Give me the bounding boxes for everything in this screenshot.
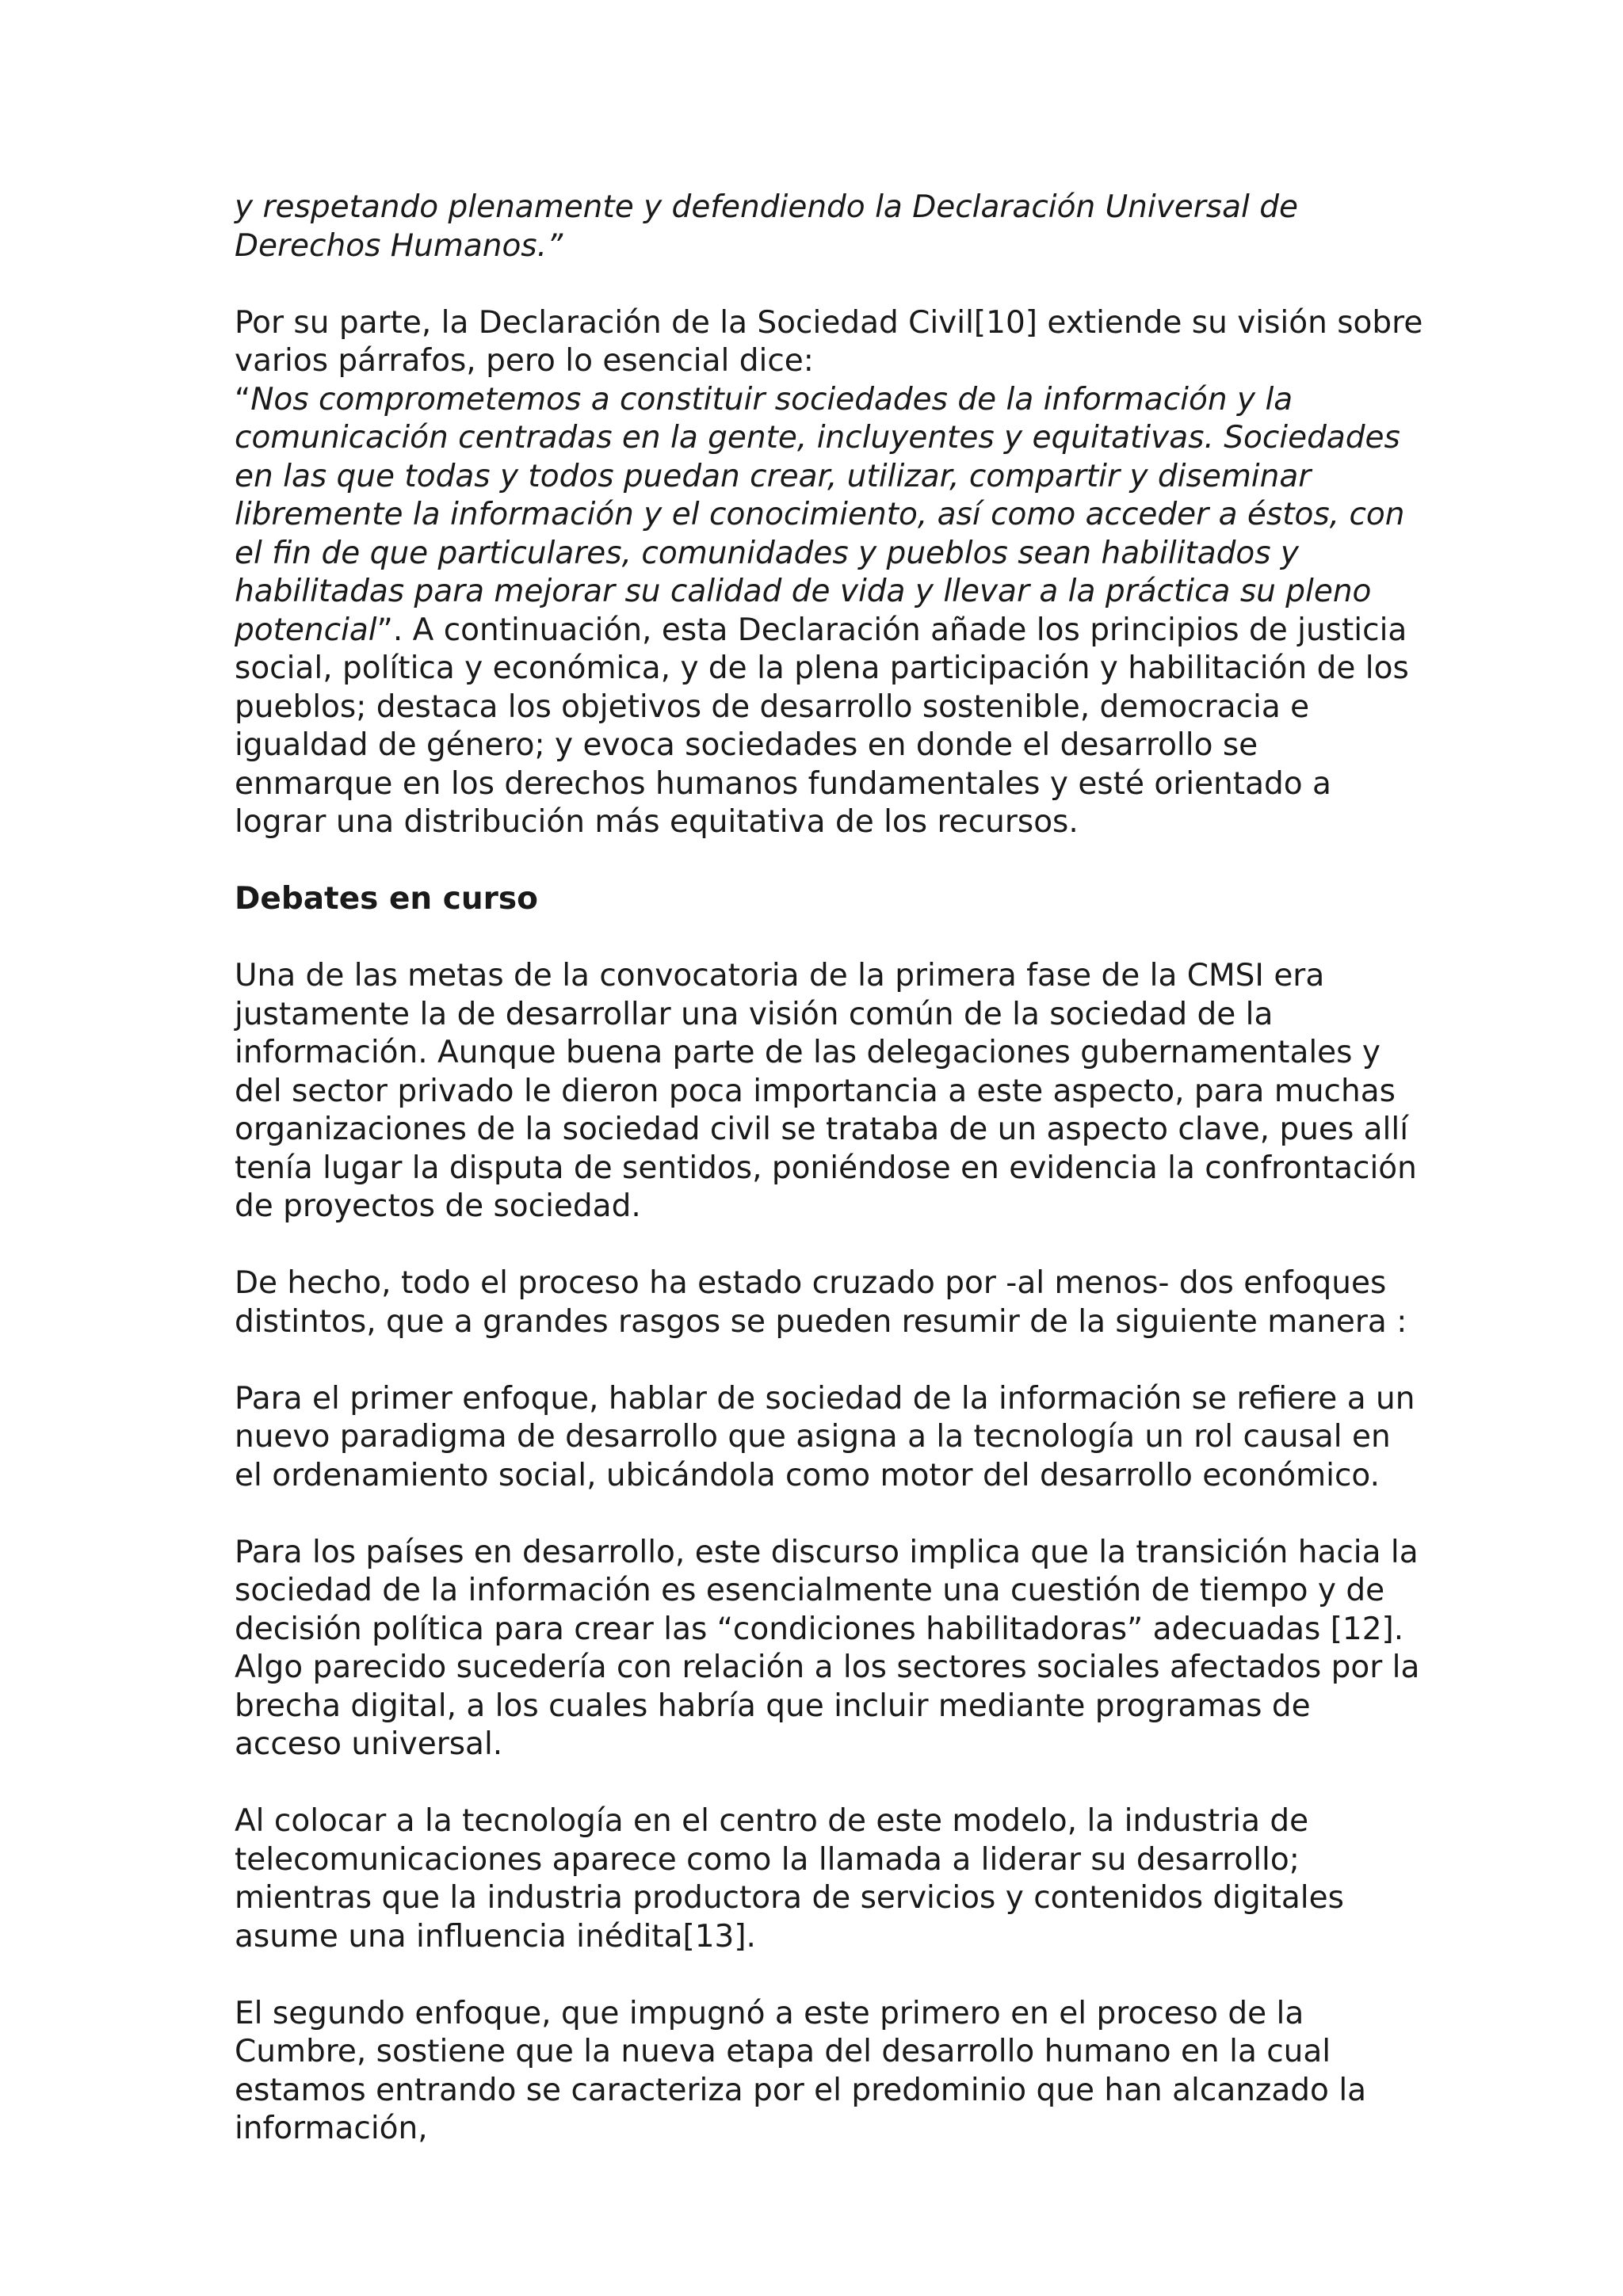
section-heading: Debates en curso (235, 881, 538, 917)
paragraph-technology-center: Al colocar a la tecnología en el centro de este modelo, la industria de telecomunicaciones aparece como la llamada a liderar su desarrollo; mientras que la industria productora de servicios y contenidos digitales asume una influencia inédita[13]. (235, 1803, 1344, 1955)
paragraph-quote-end (235, 189, 1423, 265)
paragraph-cmsi-goals: Una de las metas de la convocatoria de la primera fase de la CMSI era justamente la de desarrollar una visión común de la sociedad de la información. Aunque buena parte de las delegaciones gubernamentales y del sector privado le dieron poca importancia a este aspecto, para muchas organizaciones de la sociedad civil se trataba de un aspecto clave, pues allí tenía lugar la disputa de sentidos, poniéndose en evidencia la confrontación de proyectos de sociedad. (235, 958, 1417, 1224)
opening-quote-mark: “ (235, 381, 251, 418)
paragraph-intro-text: Por su parte, la Declaración de la Sociedad Civil[10] extiende su visión sobre varios párrafos, pero lo esencial dice: (235, 304, 1423, 379)
paragraph-first-approach: Para el primer enfoque, hablar de sociedad de la información se refiere a un nuevo paradigma de desarrollo que asigna a la tecnología un rol causal en el ordenamiento social, ubicándola como motor del desarrollo económico. (235, 1380, 1415, 1493)
declaration-quote: Nos comprometemos a constituir sociedades de la información y la comunicación centradas en la gente, incluyentes y equitativas. Sociedades en las que todas y todos puedan crear, utilizar, compartir y diseminar libremente la información y el conocimiento, así como acceder a éstos, con el fin de que particulares, comunidades y pueblos sean habilitados y habilitadas para mejorar su calidad de vida y llevar a la práctica su pleno potencial (235, 381, 1405, 648)
paragraph-second-approach: El segundo enfoque, que impugnó a este primero en el proceso de la Cumbre, sostiene que la nueva etapa del desarrollo humano en la cual estamos entrando se caracteriza por el predominio que han alcanzado la información, (235, 1995, 1367, 2146)
quote-text: y respetando plenamente y defendiendo la Declaración Universal de Derechos Humanos.” (235, 189, 1298, 264)
document-body (235, 189, 1423, 2149)
paragraph-developing-countries: Para los países en desarrollo, este discurso implica que la transición hacia la sociedad de la información es esencialmente una cuestión de tiempo y de decisión política para crear las “condiciones habilitadoras” adecuadas [12]. Algo parecido sucedería con relación a los sectores sociales afectados por la brecha digital, a los cuales habría que incluir mediante programas de acceso universal. (235, 1534, 1420, 1762)
paragraph-continuation-text: ”. A continuación, esta Declaración añade los principios de justicia social, política y económica, y de la plena participación y habilitación de los pueblos; destaca los objetivos de desarrollo sostenible, democracia e igualdad de género; y evoca sociedades en donde el desarrollo se enmarque en los derechos humanos fundamentales y esté orientado a lograr una distribución más equitativa de los recursos. (235, 612, 1409, 840)
paragraph-civil-society-declaration (235, 304, 1423, 842)
paragraph-two-approaches: De hecho, todo el proceso ha estado cruzado por -al menos- dos enfoques distintos, que a grandes rasgos se pueden resumir de la siguiente manera : (235, 1265, 1407, 1340)
